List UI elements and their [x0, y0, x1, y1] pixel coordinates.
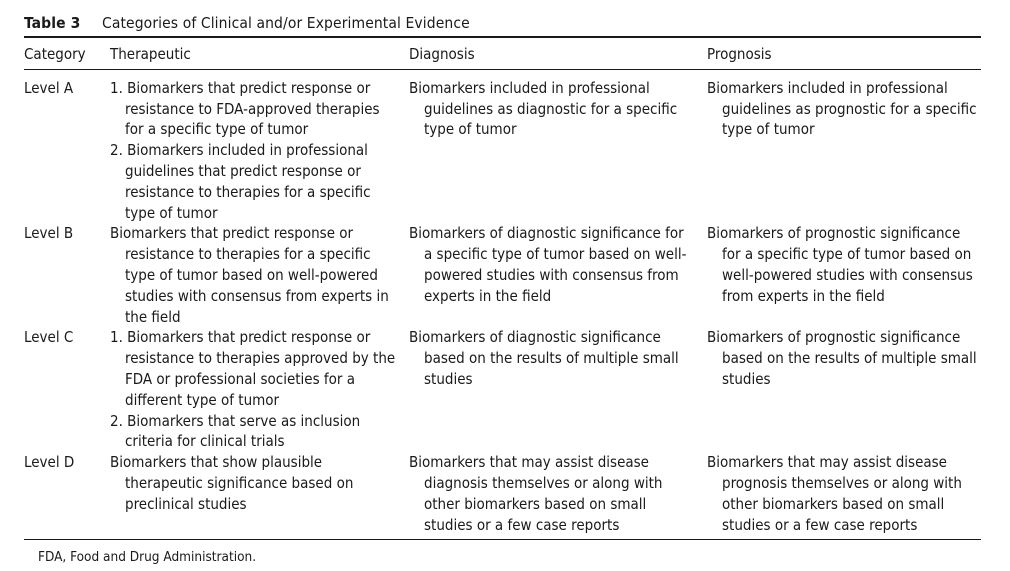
evidence-table [24, 38, 981, 539]
therapeutic-cell [110, 223, 409, 327]
category-cell: Level C [24, 328, 74, 347]
column-header-prognosis: Prognosis [707, 45, 772, 63]
diagnosis-cell [409, 223, 707, 327]
diagnosis-cell [409, 452, 707, 539]
therapeutic-cell [110, 452, 409, 539]
table-row [24, 452, 981, 539]
prognosis-text: Biomarkers included in professional guidelines as prognostic for a specific type of tumor [707, 78, 977, 139]
therapeutic-cell [110, 327, 409, 452]
table-container [24, 12, 981, 566]
diagnosis-cell [409, 70, 707, 224]
therapeutic-item: 1. Biomarkers that predict response or resistance to therapies approved by the FDA or professional societies for a different type of tumor [110, 328, 396, 409]
table-row [24, 223, 981, 327]
category-cell: Level A [24, 78, 74, 97]
therapeutic-item: 2. Biomarkers included in professional guidelines that predict response or resistance to therapies for a specific type of tumor [110, 141, 371, 222]
therapeutic-item: 1. Biomarkers that predict response or resistance to FDA-approved therapies for a specific type of tumor [110, 78, 380, 139]
table-title: Categories of Clinical and/or Experimental Evidence [102, 14, 470, 32]
table-footnote: FDA, Food and Drug Administration. [38, 549, 257, 566]
diagnosis-text: Biomarkers of diagnostic significance based on the results of multiple small studies [409, 328, 679, 388]
prognosis-text: Biomarkers that may assist disease prognosis themselves or along with other biomarkers based on small studies or a few case reports [707, 453, 962, 534]
table-caption [24, 12, 981, 36]
diagnosis-cell [409, 327, 707, 452]
category-cell: Level D [24, 453, 75, 472]
diagnosis-text: Biomarkers of diagnostic significance for a specific type of tumor based on well-powered studies with consensus from experts in the field [409, 224, 687, 305]
column-header-diagnosis: Diagnosis [409, 45, 475, 63]
prognosis-cell [707, 452, 981, 539]
table-row [24, 327, 981, 452]
table-number: Table 3 [24, 14, 81, 32]
diagnosis-text: Biomarkers that may assist disease diagnosis themselves or along with other biomarkers based on small studies or a few case reports [409, 453, 663, 534]
therapeutic-item: Biomarkers that show plausible therapeutic significance based on preclinical studies [110, 453, 354, 513]
prognosis-cell [707, 70, 981, 224]
therapeutic-item: Biomarkers that predict response or resistance to therapies for a specific type of tumor based on well-powered studies with consensus from experts in the field [110, 224, 389, 326]
therapeutic-cell [110, 70, 409, 224]
therapeutic-item: 2. Biomarkers that serve as inclusion criteria for clinical trials [110, 411, 361, 451]
diagnosis-text: Biomarkers included in professional guidelines as diagnostic for a specific type of tumor [409, 78, 678, 139]
prognosis-text: Biomarkers of prognostic significance for a specific type of tumor based on well-powered studies with consensus from experts in the field [707, 224, 973, 305]
header-row [24, 38, 981, 69]
column-header-therapeutic: Therapeutic [110, 45, 191, 63]
prognosis-cell [707, 327, 981, 452]
bottom-rule [24, 539, 981, 540]
column-header-category: Category [24, 45, 86, 63]
prognosis-text: Biomarkers of prognostic significance based on the results of multiple small studies [707, 328, 977, 388]
table-row [24, 70, 981, 224]
category-cell: Level B [24, 224, 74, 243]
prognosis-cell [707, 223, 981, 327]
